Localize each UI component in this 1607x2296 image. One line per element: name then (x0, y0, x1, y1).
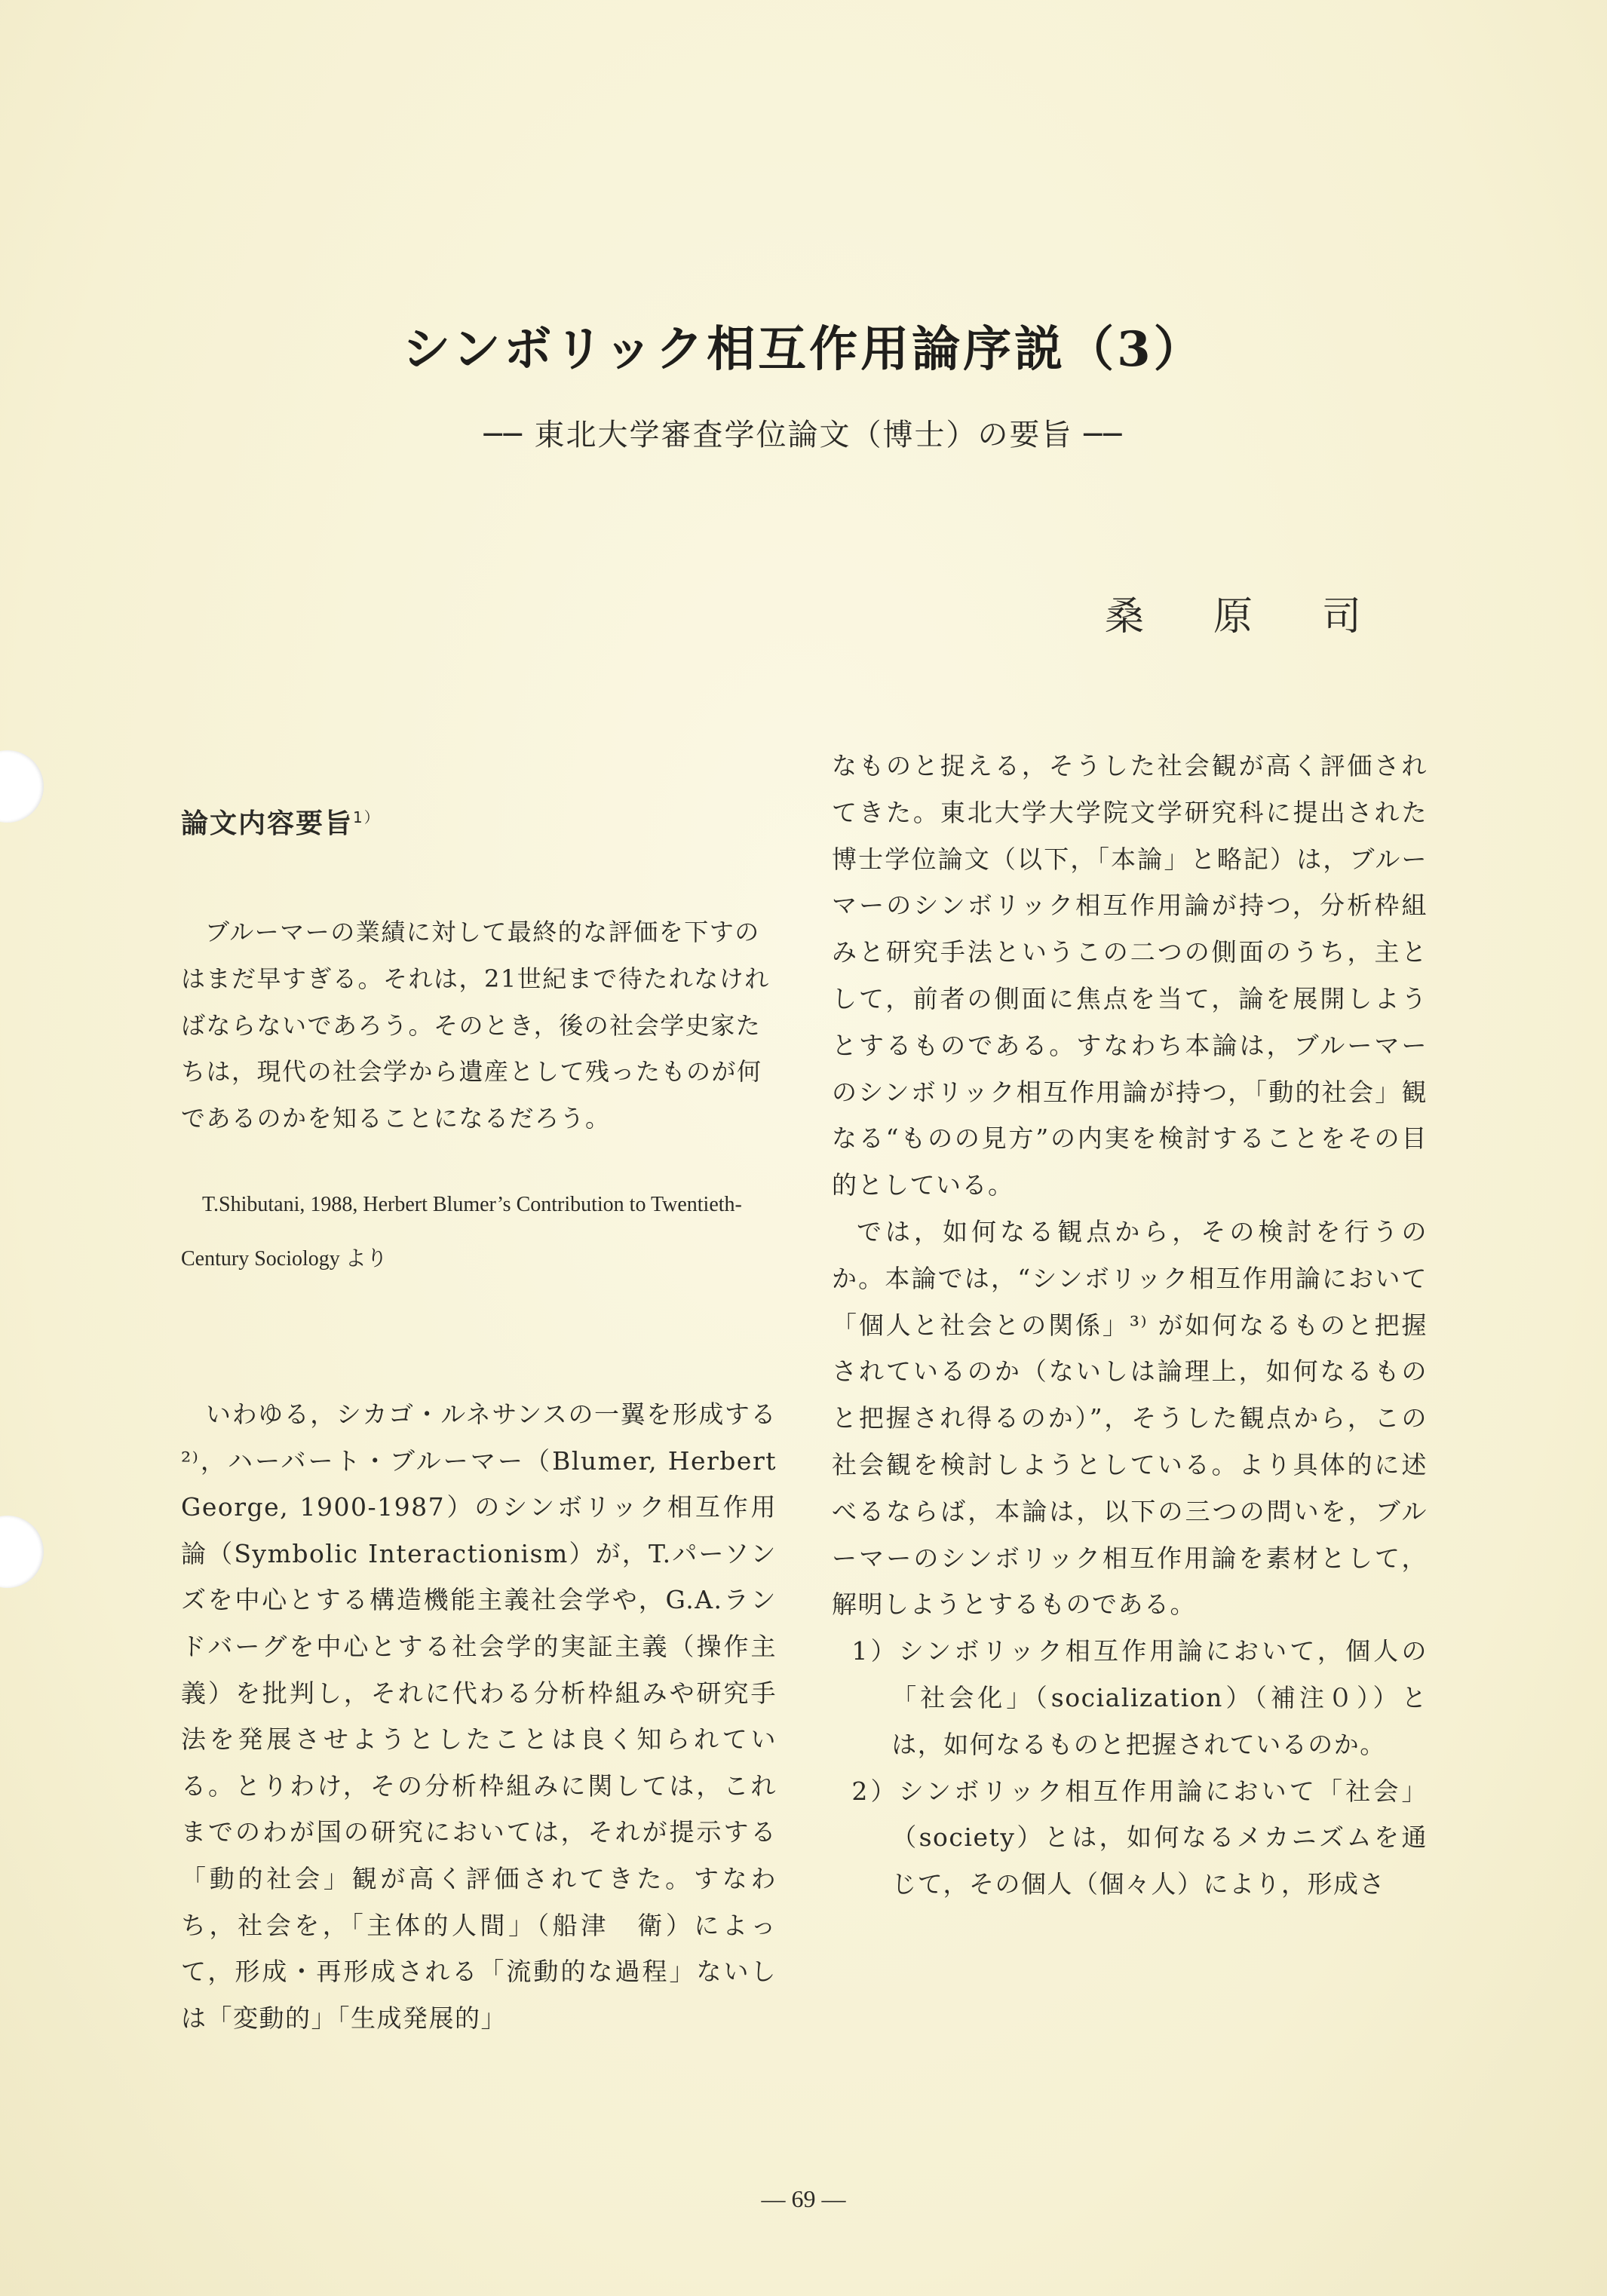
author-family-name: 桑 (1105, 594, 1145, 639)
paper-title: シンボリック相互作用論序説（3） (402, 321, 1205, 378)
epigraph-citation (181, 1178, 777, 1286)
binder-hole-bottom (0, 1516, 44, 1588)
right-column-body (832, 743, 1428, 1908)
research-questions-list (832, 1628, 1428, 1908)
section-heading-footnote: 1） (353, 808, 381, 826)
author-middle-name: 原 (1213, 594, 1253, 639)
page-number: — 69 — (761, 2185, 846, 2212)
list-item: 1）シンボリック相互作用論において，個人の「社会化」（socialization）（補注０））とは，如何なるものと把握されているのか。 (851, 1636, 1428, 1759)
author-given-name: 司 (1321, 594, 1361, 639)
list-item: 2）シンボリック相互作用論において「社会」（society）とは，如何なるメカニズムを通じて，その個人（個々人）により，形成さ (851, 1776, 1428, 1899)
author-name (1105, 584, 1361, 641)
section-heading (181, 802, 381, 841)
left-body-paragraph: いわゆる，シカゴ・ルネサンスの一翼を形成する²⁾，ハーバート・ブルーマー（Blumer, Herbert George, 1900-1987）のシンボリック相互作用論（Symbolic Interactionism）が，T.パーソンズを中心とする構造機能主義社会学や，G.A.ランドバーグを中心とする社会学的実証主義（操作主義）を批判し，それに代わる分析枠組みや研究手法を発展させようとしたことは良く知られている。とりわけ，その分析枠組みに関しては，これまでのわが国の研究においては，それが提示する「動的社会」観が高く評価されてきた。すなわち，社会を，「主体的人間」（船津 衛）によって，形成・再形成される「流動的な過程」ないしは「変動的」「生成発展的」 (181, 1399, 777, 2033)
epigraph (181, 909, 777, 1142)
citation-text: T.Shibutani, 1988, Herbert Blumer’s Contribution to Twentieth-Century Sociology より (181, 1193, 742, 1271)
left-column-body (181, 1391, 777, 2041)
right-body-paragraph: では，如何なる観点から，その検討を行うのか。本論では，“シンボリック相互作用論において「個人と社会との関係」³⁾ が如何なるものと把握されているのか（ないしは論理上，如何なるものと把握され得るのか）”，そうした観点から，この社会観を検討しようとしている。より具体的に述べるならば，本論は，以下の三つの問いを，ブルーマーのシンボリック相互作用論を素材として，解明しようとするものである。 (832, 1216, 1428, 1620)
right-body-continuation: なものと捉える，そうした社会観が高く評価されてきた。東北大学大学院文学研究科に提出された博士学位論文（以下，「本論」と略記）は，ブルーマーのシンボリック相互作用論が持つ，分析枠組みと研究手法というこの二つの側面のうち，主として，前者の側面に焦点を当て，論を展開しようとするものである。すなわち本論は，ブルーマーのシンボリック相互作用論が持つ，「動的社会」観なる“ものの見方”の内実を検討することをその目的としている。 (832, 751, 1428, 1200)
paper-subtitle: ── 東北大学審査学位論文（博士）の要旨 ── (483, 418, 1124, 452)
epigraph-text: ブルーマーの業績に対して最終的な評価を下すのはまだ早すぎる。それは，21世紀まで待たれなければならないであろう。そのとき，後の社会学史家たちは，現代の社会学から遺産として残ったものが何であるのかを知ることになるだろう。 (181, 918, 770, 1133)
section-heading-text: 論文内容要旨 (181, 808, 354, 839)
binder-hole-top (0, 750, 44, 823)
